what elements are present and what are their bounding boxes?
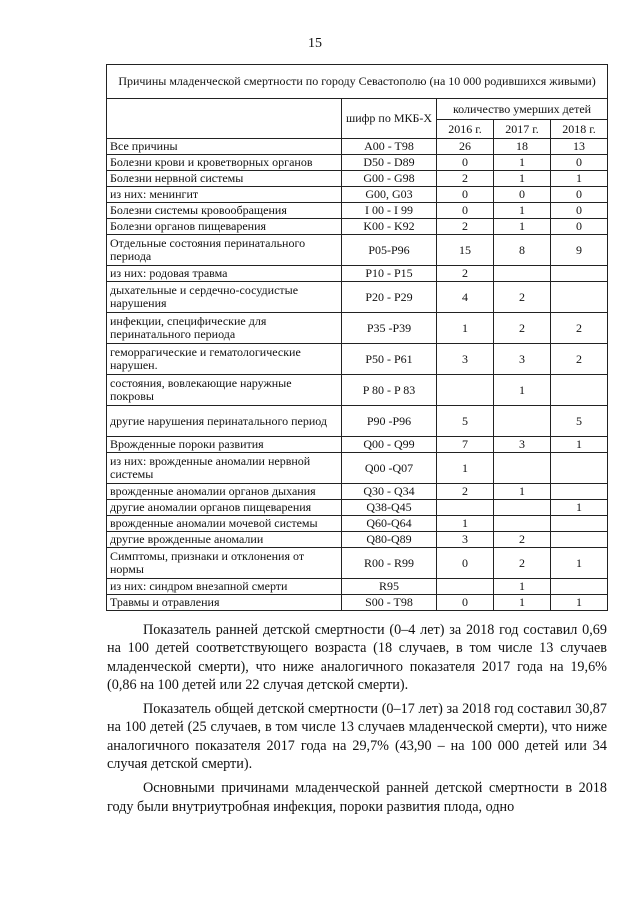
value-2016-cell: 4: [437, 282, 494, 313]
year-header-2018: 2018 г.: [551, 120, 608, 139]
value-2018-cell: [551, 484, 608, 500]
value-2017-cell: [494, 516, 551, 532]
code-cell: P10 - P15: [342, 266, 437, 282]
value-2018-cell: [551, 532, 608, 548]
value-2018-cell: 1: [551, 548, 608, 579]
value-2018-cell: 0: [551, 155, 608, 171]
cause-cell: врожденные аномалии мочевой системы: [107, 516, 342, 532]
table-row: [107, 313, 608, 344]
value-2018-cell: 1: [551, 595, 608, 611]
code-cell: P50 - P61: [342, 344, 437, 375]
value-2016-cell: 1: [437, 313, 494, 344]
page-number: 15: [308, 36, 322, 51]
cause-cell: Болезни крови и кроветворных органов: [107, 155, 342, 171]
table-row: [107, 453, 608, 484]
value-2018-cell: 13: [551, 139, 608, 155]
value-2018-cell: 2: [551, 344, 608, 375]
table-body: [107, 139, 608, 611]
code-header: шифр по МКБ-Х: [342, 99, 437, 139]
table-row: [107, 516, 608, 532]
code-cell: Q80-Q89: [342, 532, 437, 548]
value-2018-cell: 1: [551, 500, 608, 516]
value-2016-cell: 0: [437, 155, 494, 171]
table-row: [107, 484, 608, 500]
value-2018-cell: [551, 282, 608, 313]
cause-cell: Отдельные состояния перинатального периода: [107, 235, 342, 266]
code-cell: Q30 - Q34: [342, 484, 437, 500]
code-cell: A00 - T98: [342, 139, 437, 155]
cause-cell: Все причины: [107, 139, 342, 155]
table-row: [107, 532, 608, 548]
code-cell: Q00 -Q07: [342, 453, 437, 484]
value-2018-cell: 0: [551, 203, 608, 219]
value-2016-cell: 15: [437, 235, 494, 266]
table-row: [107, 579, 608, 595]
value-2016-cell: 0: [437, 595, 494, 611]
table-row: [107, 266, 608, 282]
value-2018-cell: 1: [551, 171, 608, 187]
value-2018-cell: 5: [551, 406, 608, 437]
value-2018-cell: [551, 516, 608, 532]
cause-cell: из них: синдром внезапной смерти: [107, 579, 342, 595]
paragraph: Основными причинами младенческой ранней детской смертности в 2018 году были внутриутробная инфекция, пороки развития плода, одно: [107, 780, 607, 815]
paragraph: Показатель общей детской смертности (0–17 лет) за 2018 год составил 30,87 на 100 детей (25 случаев, в том числе 13 случаев младенческой смерти), что ниже аналогичного показателя 2017 года на 29,7% (43,90 – на 100 000 детей или 34 случая детской смерти).: [107, 701, 607, 773]
value-2017-cell: [494, 500, 551, 516]
table-row: [107, 235, 608, 266]
value-2016-cell: 3: [437, 344, 494, 375]
value-2016-cell: 2: [437, 171, 494, 187]
cause-cell: из них: родовая травма: [107, 266, 342, 282]
value-2017-cell: 8: [494, 235, 551, 266]
code-cell: P20 - P29: [342, 282, 437, 313]
table-row: [107, 437, 608, 453]
value-2016-cell: 0: [437, 548, 494, 579]
cause-cell: врожденные аномалии органов дыхания: [107, 484, 342, 500]
cause-cell: другие аномалии органов пищеварения: [107, 500, 342, 516]
value-2018-cell: 1: [551, 437, 608, 453]
value-2017-cell: 3: [494, 437, 551, 453]
table-row: [107, 155, 608, 171]
value-2017-cell: 1: [494, 595, 551, 611]
value-2017-cell: [494, 266, 551, 282]
cause-cell: инфекции, специфические для перинатального периода: [107, 313, 342, 344]
value-2016-cell: 0: [437, 187, 494, 203]
cause-cell: Врожденные пороки развития: [107, 437, 342, 453]
code-cell: Q00 - Q99: [342, 437, 437, 453]
cause-cell: другие нарушения перинатального период: [107, 406, 342, 437]
code-cell: Q60-Q64: [342, 516, 437, 532]
cause-cell: из них: врожденные аномалии нервной системы: [107, 453, 342, 484]
cause-cell: геморрагические и гематологические нарушен.: [107, 344, 342, 375]
table-row: [107, 219, 608, 235]
count-header: количество умерших детей: [437, 99, 608, 120]
value-2017-cell: 2: [494, 313, 551, 344]
cause-cell: Травмы и отравления: [107, 595, 342, 611]
value-2017-cell: 1: [494, 579, 551, 595]
table-row: [107, 139, 608, 155]
value-2018-cell: 0: [551, 187, 608, 203]
cause-cell: другие врожденные аномалии: [107, 532, 342, 548]
value-2016-cell: 1: [437, 516, 494, 532]
value-2018-cell: 2: [551, 313, 608, 344]
value-2017-cell: 1: [494, 203, 551, 219]
value-2016-cell: 2: [437, 266, 494, 282]
year-header-2016: 2016 г.: [437, 120, 494, 139]
table-row: [107, 548, 608, 579]
value-2017-cell: 2: [494, 282, 551, 313]
code-cell: P 80 - P 83: [342, 375, 437, 406]
value-2018-cell: [551, 453, 608, 484]
value-2018-cell: [551, 579, 608, 595]
value-2017-cell: 1: [494, 155, 551, 171]
cause-cell: из них: менингит: [107, 187, 342, 203]
value-2017-cell: 18: [494, 139, 551, 155]
code-cell: P35 -P39: [342, 313, 437, 344]
cause-cell: Болезни системы кровообращения: [107, 203, 342, 219]
code-cell: P90 -P96: [342, 406, 437, 437]
table-row: [107, 406, 608, 437]
code-cell: P05-P96: [342, 235, 437, 266]
value-2016-cell: [437, 375, 494, 406]
table-row: [107, 282, 608, 313]
value-2016-cell: [437, 500, 494, 516]
code-cell: S00 - T98: [342, 595, 437, 611]
paragraph: Показатель ранней детской смертности (0–4 лет) за 2018 год составил 0,69 на 100 детей соответствующего возраста (18 случаев, в том числе 13 случаев младенческой смерти), что ниже аналогичного показателя 2017 года на 19,6% (0,86 на 100 детей или 22 случая детской смерти).: [107, 622, 607, 693]
code-cell: G00 - G98: [342, 171, 437, 187]
table-row: [107, 203, 608, 219]
table-row: [107, 171, 608, 187]
value-2016-cell: 2: [437, 219, 494, 235]
value-2016-cell: 1: [437, 453, 494, 484]
code-cell: Q38-Q45: [342, 500, 437, 516]
value-2016-cell: 26: [437, 139, 494, 155]
value-2017-cell: 1: [494, 484, 551, 500]
value-2017-cell: 1: [494, 219, 551, 235]
value-2018-cell: 9: [551, 235, 608, 266]
value-2017-cell: 1: [494, 171, 551, 187]
cause-header: [107, 99, 342, 139]
value-2018-cell: 0: [551, 219, 608, 235]
table-title: Причины младенческой смертности по городу Севастополю (на 10 000 родившихся живыми): [107, 65, 608, 99]
value-2016-cell: 7: [437, 437, 494, 453]
table-row: [107, 375, 608, 406]
value-2016-cell: [437, 579, 494, 595]
code-cell: G00, G03: [342, 187, 437, 203]
code-cell: D50 - D89: [342, 155, 437, 171]
table-row: [107, 344, 608, 375]
cause-cell: дыхательные и сердечно-сосудистые нарушения: [107, 282, 342, 313]
value-2017-cell: 1: [494, 375, 551, 406]
value-2018-cell: [551, 266, 608, 282]
table-row: [107, 187, 608, 203]
value-2016-cell: 0: [437, 203, 494, 219]
body-text: [107, 621, 607, 822]
code-cell: R00 - R99: [342, 548, 437, 579]
infant-mortality-table: [106, 64, 608, 611]
cause-cell: Симптомы, признаки и отклонения от нормы: [107, 548, 342, 579]
value-2017-cell: 0: [494, 187, 551, 203]
cause-cell: Болезни органов пищеварения: [107, 219, 342, 235]
value-2016-cell: 3: [437, 532, 494, 548]
value-2017-cell: [494, 406, 551, 437]
year-header-2017: 2017 г.: [494, 120, 551, 139]
code-cell: I 00 - I 99: [342, 203, 437, 219]
cause-cell: Болезни нервной системы: [107, 171, 342, 187]
code-cell: R95: [342, 579, 437, 595]
value-2016-cell: 5: [437, 406, 494, 437]
value-2017-cell: 3: [494, 344, 551, 375]
cause-cell: состояния, вовлекающие наружные покровы: [107, 375, 342, 406]
table-row: [107, 500, 608, 516]
table-row: [107, 595, 608, 611]
value-2017-cell: 2: [494, 548, 551, 579]
code-cell: K00 - K92: [342, 219, 437, 235]
value-2018-cell: [551, 375, 608, 406]
value-2017-cell: [494, 453, 551, 484]
value-2016-cell: 2: [437, 484, 494, 500]
value-2017-cell: 2: [494, 532, 551, 548]
